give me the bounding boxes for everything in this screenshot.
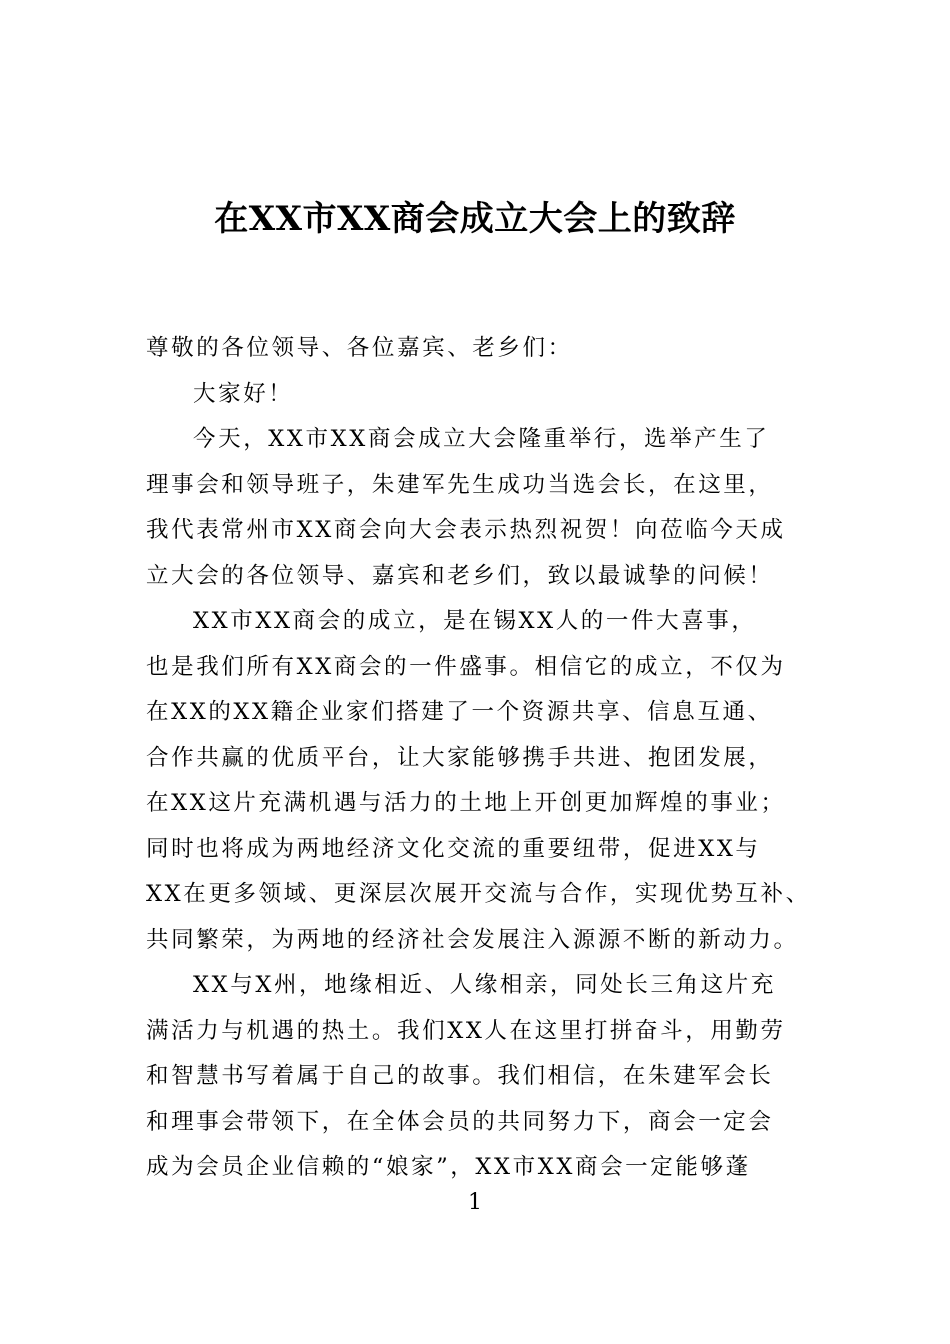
paragraph-line: 我代表常州市XX商会向大会表示热烈祝贺！向莅临今天成 [146, 517, 786, 543]
paragraph-line: 合作共赢的优质平台，让大家能够携手共进、抱团发展， [146, 744, 774, 771]
paragraph-line: XX在更多领域、更深层次展开交流与合作，实现优势互补、 [146, 881, 811, 907]
paragraph-line: 也是我们所有XX商会的一件盛事。相信它的成立，不仅为 [146, 653, 786, 680]
document-title: 在XX市XX商会成立大会上的致辞 [214, 199, 736, 239]
paragraph-line: 理事会和领导班子，朱建军先生成功当选会长，在这里， [146, 471, 774, 498]
paragraph-line: 和理事会带领下，在全体会员的共同努力下，商会一定会 [146, 1108, 774, 1135]
paragraph-line: 满活力与机遇的热土。我们XX人在这里打拼奋斗，用勤劳 [146, 1017, 786, 1044]
paragraph-line: 在XX的XX籍企业家们搭建了一个资源共享、信息互通、 [146, 699, 773, 725]
page-number: 1 [468, 1190, 482, 1215]
paragraph-line: 在XX这片充满机遇与活力的土地上开创更加辉煌的事业； [146, 790, 786, 816]
paragraph-line: 和智慧书写着属于自己的故事。我们相信，在朱建军会长 [146, 1063, 774, 1089]
paragraph-line: 共同繁荣，为两地的经济社会发展注入源源不断的新动力。 [146, 926, 799, 953]
paragraph-line: 同时也将成为两地经济文化交流的重要纽带，促进XX与 [146, 835, 761, 862]
paragraph-line: 立大会的各位领导、嘉宾和老乡们，致以最诚挚的问候！ [146, 562, 774, 589]
paragraph-line: 成为会员企业信赖的“娘家”，XX市XX商会一定能够蓬 [146, 1154, 751, 1180]
greeting-line: 大家好！ [193, 380, 294, 407]
salutation-line: 尊敬的各位领导、各位嘉宾、老乡们： [146, 335, 573, 361]
paragraph-line: XX与X州，地缘相近、人缘相亲，同处长三角这片充 [193, 972, 776, 998]
paragraph-line: XX市XX商会的成立，是在锡XX人的一件大喜事， [193, 608, 757, 634]
paragraph-line: 今天，XX市XX商会成立大会隆重举行，选举产生了 [193, 426, 770, 452]
body-text [146, 326, 836, 1191]
